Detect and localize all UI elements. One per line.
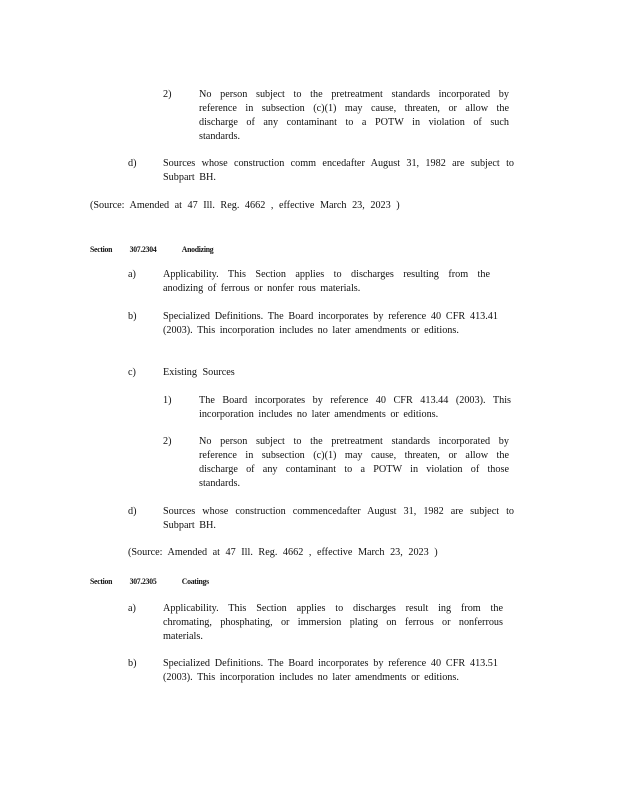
item-marker: d) [128, 506, 137, 517]
item-marker: 1) [163, 395, 172, 406]
item-marker: d) [128, 158, 137, 169]
paragraph-text: No person subject to the pretreatment standards incorporated by reference in subsection (c)(1) may cause, threaten, or allow the discharge of any contaminant to a POTW in violation of those standards. [199, 436, 509, 489]
section-number: 307.2304 [129, 244, 157, 254]
section-number: 307.2305 [129, 576, 157, 586]
section-title: Anodizing [181, 244, 214, 254]
source-note: (Source: Amended at 47 Ill. Reg. 4662 , effective March 23, 2023 ) [90, 200, 400, 211]
paragraph-text: Specialized Definitions. The Board incorporates by reference 40 CFR 413.51 (2003). This incorporation includes no later amendments or editions. [163, 658, 498, 683]
paragraph-text: The Board incorporates by reference 40 CFR 413.44 (2003). This incorporation includes no later amendments or editions. [199, 395, 511, 420]
paragraph-text: Applicability. This Section applies to discharges resulting from the anodizing of ferrous or nonfer rous materials. [163, 269, 490, 294]
item-marker: a) [128, 603, 136, 614]
item-marker: c) [128, 367, 136, 378]
item-marker: b) [128, 311, 137, 322]
paragraph-text: No person subject to the pretreatment standards incorporated by reference in subsection (c)(1) may cause, threaten, or allow the discharge of any contaminant to a POTW in violation of such standards. [199, 89, 509, 142]
paragraph-text: Specialized Definitions. The Board incorporates by reference 40 CFR 413.41 (2003). This incorporation includes no later amendments or editions. [163, 311, 498, 336]
paragraph-text: Existing Sources [163, 367, 235, 378]
paragraph-text: Applicability. This Section applies to discharges result ing from the chromating, phosphating, or immersion plating on ferrous or nonferrous materials. [163, 603, 503, 642]
section-heading-2304 [90, 242, 270, 254]
section-label: Section [90, 576, 113, 586]
section-title: Coatings [181, 576, 209, 586]
paragraph-text: Sources whose construction comm encedafter August 31, 1982 are subject to Subpart BH. [163, 158, 514, 183]
source-note: (Source: Amended at 47 Ill. Reg. 4662 , effective March 23, 2023 ) [128, 547, 438, 558]
section-heading-2305 [90, 574, 270, 586]
item-marker: 2) [163, 436, 172, 447]
item-marker: a) [128, 269, 136, 280]
section-label: Section [90, 244, 113, 254]
item-marker: 2) [163, 89, 172, 100]
item-marker: b) [128, 658, 137, 669]
paragraph-text: Sources whose construction commencedafter August 31, 1982 are subject to Subpart BH. [163, 506, 514, 531]
